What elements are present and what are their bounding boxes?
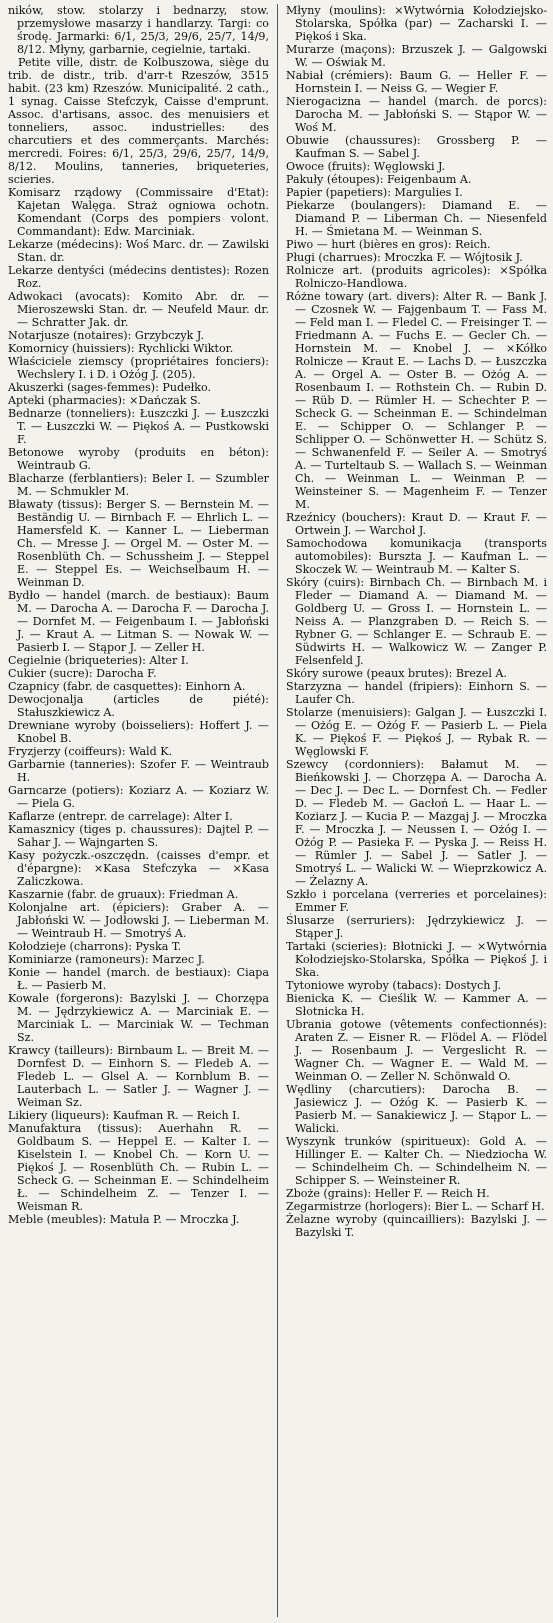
directory-entry: Szkło i porcelana (verreries et porcelaines): Emmer F.: [286, 888, 547, 914]
directory-entry: Owoce (fruits): Węglowski J.: [286, 160, 446, 173]
directory-entry: Wędliny (charcutiers): Darocha B. — Jasiewicz J. — Ożóg K. — Pasierb K. — Pasierb M. — Sanakiewicz J. — Stąpor L. — Walicki.: [286, 1083, 547, 1135]
directory-entry: Żelazne wyroby (quincailliers): Bazylski J. — Bazylski T.: [286, 1213, 547, 1239]
directory-entry: Lekarze (médecins): Woś Marc. dr. — Zawilski Stan. dr.: [8, 238, 269, 264]
directory-entry: Petite ville, distr. de Kolbuszowa, siège du trib. de distr., trib. d'arr-t Rzeszów, 3515 habit. (23 km) Rzeszów. Municipalité. 2 cath., 1 synag. Caisse Stefczyk, Caisse d'emprunt. Assoc. d'artisans, assoc. des menuisiers et tonneliers, assoc. industrielles: des charcutiers et des commerçants. Marchés: mercredi. Foires: 6/1, 25/3, 29/6, 25/7, 14/9, 8/12. Moulins, tanneries, briqueteries, scieries.: [8, 56, 269, 186]
directory-entry: Fryzjerzy (coiffeurs): Wald K.: [8, 745, 173, 758]
directory-entry: Nabiał (crémiers): Baum G. — Heller F. — Hornstein I. — Neiss G. — Wegier F.: [286, 69, 547, 95]
directory-entry: Lekarze dentyści (médecins dentistes): Rozen Roz.: [8, 264, 269, 290]
directory-entry: Konie — handel (march. de bestiaux): Ciapa Ł. — Pasierb M.: [8, 966, 269, 992]
directory-entry: Tytoniowe wyroby (tabacs): Dostych J.: [286, 979, 502, 992]
directory-entry: Kominiarze (ramoneurs): Marzec J.: [8, 953, 205, 966]
column-divider: [277, 4, 278, 1617]
directory-entry: Skóry surowe (peaux brutes): Brezel A.: [286, 667, 507, 680]
directory-entry: Bednarze (tonneliers): Łuszczki J. — Łuszczki T. — Łuszczki W. — Piękoś A. — Pustkowski F.: [8, 407, 269, 446]
directory-entry: Garbarnie (tanneries): Szofer F. — Weintraub H.: [8, 758, 269, 784]
directory-entry: Kołodzieje (charrons): Pyska T.: [8, 940, 182, 953]
directory-entry: Czapnicy (fabr. de casquettes): Einhorn A.: [8, 680, 246, 693]
directory-entry: Samochodowa komunikacja (transports automobiles): Burszta J. — Kaufman L. — Skoczek W. — Weintraub M. — Kalter S.: [286, 537, 547, 576]
directory-entry: Cegielnie (briqueteries): Alter I.: [8, 654, 189, 667]
left-column: [8, 4, 269, 1617]
directory-entry: Likiery (liqueurs): Kaufman R. — Reich I.: [8, 1109, 241, 1122]
directory-entry: Pługi (charrues): Mroczka F. — Wójtosik J.: [286, 251, 523, 264]
directory-entry: Zboże (grains): Heller F. — Reich H.: [286, 1187, 490, 1200]
directory-entry: Krawcy (tailleurs): Birnbaum L. — Breit M. — Dornfest D. — Einhorn S. — Fledeb A. — Fledeb L. — Glsel A. — Kornblum B. — Lauterbach L. — Satler J. — Wagner J. — Weiman Sz.: [8, 1044, 269, 1109]
directory-entry: ników, stow. stolarzy i bednarzy, stow. przemysłowe masarzy i handlarzy. Targi: co środę. Jarmarki: 6/1, 25/3, 29/6, 25/7, 14/9, 8/12. Młyny, garbarnie, cegielnie, tartaki.: [8, 4, 269, 56]
directory-entry: Piekarze (boulangers): Diamand E. — Diamand P. — Liberman Ch. — Niesenfeld H. — Śmietana M. — Weinman S.: [286, 199, 547, 238]
directory-entry: Kolonjalne art. (épiciers): Graber A. — Jabłoński W. — Jodłowski J. — Lieberman M. — Weintraub H. — Smotryś A.: [8, 901, 269, 940]
directory-entry: Rolnicze art. (produits agricoles): ×Spółka Rolniczo-Handlowa.: [286, 264, 547, 290]
directory-entry: Garncarze (potiers): Koziarz A. — Koziarz W. — Piela G.: [8, 784, 269, 810]
directory-entry: Betonowe wyroby (produits en béton): Weintraub G.: [8, 446, 269, 472]
directory-entry: Dewocjonalja (articles de piété): Stałuszkiewicz A.: [8, 693, 269, 719]
directory-entry: Apteki (pharmacies): ×Dańczak S.: [8, 394, 201, 407]
directory-entry: Pakuły (étoupes): Feigenbaum A.: [286, 173, 472, 186]
directory-entry: Szewcy (cordonniers): Bałamut M. — Bieńkowski J. — Chorzępa A. — Darocha A. — Dec J. — Dec L. — Dornfest Ch. — Fedler D. — Fledeb M. — Gacłoń L. — Haar L. — Koziarz J. — Kucia P. — Mazgaj J. — Mroczka F. — Mroczka J. — Neussen I. — Ożóg I. — Ożóg P. — Pasieka F. — Pyska J. — Reiss H. — Rümler J. — Sabel J. — Satler J. — Smotryś L. — Walicki W. — Wieprzkowicz A. — Żelazny A.: [286, 758, 547, 888]
directory-entry: Kasy pożyczk.-oszczędn. (caisses d'empr. et d'épargne): ×Kasa Stefczyka — ×Kasa Zaliczkowa.: [8, 849, 269, 888]
directory-entry: Akuszerki (sages-femmes): Pudełko.: [8, 381, 211, 394]
directory-entry: Zegarmistrze (horlogers): Bier L. — Scharf H.: [286, 1200, 545, 1213]
directory-entry: Różne towary (art. divers): Alter R. — Bank J. — Czosnek W. — Fajgenbaum T. — Fass M. — Feld man I. — Fledel C. — Freisinger T. — Friedmann A. — Fuchs E. — Gecler Ch. — Hornstein M. — Knobel J. — ×Kółko Rolnicze — Kraut E. — Lachs D. — Łuszczka A. — Orgel A. — Oster B. — Ożóg A. — Rosenbaum I. — Rothstein Ch. — Rubin D. — Rüb D. — Rümler H. — Schechter P. — Scheck G. — Scheinman E. — Schindelman E. — Schipper O. — Schlanger P. — Schlipper O. — Schönwetter H. — Schütz S. — Schwanenfeld F. — Seiler A. — Smotryś A. — Turteltaub S. — Wallach S. — Weinman Ch. — Weinman L. — Weinman P. — Weinsteiner S. — Magenheim F. — Tenzer M.: [286, 290, 547, 511]
directory-entry: Młyny (moulins): ×Wytwórnia Kołodziejsko-Stolarska, Spółka (par) — Zacharski I. — Piękoś i Ska.: [286, 4, 547, 43]
directory-entry: Blacharze (ferblantiers): Beler I. — Szumbler M. — Schmukler M.: [8, 472, 269, 498]
directory-entry: Kaszarnie (fabr. de gruaux): Friedman A.: [8, 888, 239, 901]
directory-entry: Starzyzna — handel (fripiers): Einhorn S. — Laufer Ch.: [286, 680, 547, 706]
directory-entry: Murarze (maçons): Brzuszek J. — Galgowski W. — Oświak M.: [286, 43, 547, 69]
directory-entry: Komornicy (huissiers): Rychlicki Wiktor.: [8, 342, 234, 355]
directory-entry: Manufaktura (tissus): Auerhahn R. — Goldbaum S. — Heppel E. — Kalter I. — Kiselstein I. — Knobel Ch. — Korn U. — Piękoś J. — Rosenblüth Ch. — Rubin L. — Scheck G. — Scheinman E. — Schindelheim Ł. — Schindelheim Z. — Tenzer I. — Weisman R.: [8, 1122, 269, 1213]
directory-entry: Nierogacizna — handel (march. de porcs): Darocha M. — Jabłoński S. — Stąpor W. — Woś M.: [286, 95, 547, 134]
directory-entry: Drewniane wyroby (boisseliers): Hoffert J. — Knobel B.: [8, 719, 269, 745]
directory-entry: Obuwie (chaussures): Grossberg P. — Kaufman S. — Sabel J.: [286, 134, 547, 160]
directory-entry: Bławaty (tissus): Berger S. — Bernstein M. — Beständig U. — Birnbach F. — Ehrlich L. — Hamersfeld K. — Kanner L. — Lieberman Ch. — Mresse J. — Orgel M. — Oster M. — Rosenblüth Ch. — Schussheim J. — Steppel E. — Steppel Es. — Weichselbaum H. — Weinman D.: [8, 498, 269, 589]
directory-entry: Kowale (forgerons): Bazylski J. — Chorzępa M. — Jędrzykiewicz A. — Marciniak E. — Marciniak L. — Marciniak W. — Techman Sz.: [8, 992, 269, 1044]
directory-entry: Stolarze (menuisiers): Galgan J. — Łuszczki I. — Ożóg E. — Ożóg F. — Pasierb L. — Piela K. — Piękoś F. — Piękoś J. — Rybak R. — Węglowski F.: [286, 706, 547, 758]
directory-entry: Ubrania gotowe (vêtements confectionnés): Araten Z. — Eisner R. — Flödel A. — Flödel J. — Rosenbaum J. — Vergeslicht R. — Wagner Ch. — Wagner E. — Wald M. — Weinman O. — Zeller N. Schönwald O.: [286, 1018, 547, 1083]
directory-entry: Kaflarze (entrepr. de carrelage): Alter I.: [8, 810, 233, 823]
directory-entry: Cukier (sucre): Darocha F.: [8, 667, 157, 680]
directory-entry: Właściciele ziemscy (propriétaires fonciers): Wechslery I. i D. i Ożóg J. (205).: [8, 355, 269, 381]
directory-entry: Adwokaci (avocats): Komito Abr. dr. — Mieroszewski Stan. dr. — Neufeld Maur. dr. — Schratter Jak. dr.: [8, 290, 269, 329]
directory-entry: Ślusarze (serruriers): Jędrzykiewicz J. — Stąper J.: [286, 914, 547, 940]
directory-entry: Kamasznicy (tiges p. chaussures): Dajtel P. — Sahar J. — Wajngarten S.: [8, 823, 269, 849]
directory-entry: Bienicka K. — Cieślik W. — Kammer A. — Słotnicka H.: [286, 992, 547, 1018]
directory-entry: Wyszynk trunków (spiritueux): Gold A. — Hillinger E. — Kalter Ch. — Niedziocha W. — Schindelheim Ch. — Schindelheim N. — Schipper S. — Weinsteiner R.: [286, 1135, 547, 1187]
right-column: [286, 4, 547, 1617]
directory-entry: Bydło — handel (march. de bestiaux): Baum M. — Darocha A. — Darocha F. — Darocha J. — Dornfet M. — Feigenbaum I. — Jabłoński J. — Kraut A. — Litman S. — Nowak W. — Pasierb I. — Stąpor J. — Zeller H.: [8, 589, 269, 654]
directory-entry: Rzeźnicy (bouchers): Kraut D. — Kraut F. — Ortwein J. — Warchoł J.: [286, 511, 547, 537]
directory-entry: Piwo — hurt (bières en gros): Reich.: [286, 238, 491, 251]
directory-entry: Meble (meubles): Matuła P. — Mroczka J.: [8, 1213, 240, 1226]
directory-entry: Papier (papetiers): Margulies I.: [286, 186, 463, 199]
directory-entry: Tartaki (scieries): Błotnicki J. — ×Wytwórnia Kołodziejsko-Stolarska, Spółka — Piękoś J. i Ska.: [286, 940, 547, 979]
directory-entry: Notarjusze (notaires): Grzybczyk J.: [8, 329, 204, 342]
directory-entry: Skóry (cuirs): Birnbach Ch. — Birnbach M. i Fleder — Diamand A. — Diamand M. — Goldberg U. — Gross I. — Hornstein L. — Neiss A. — Planzgraben D. — Reich S. — Rybner G. — Schlanger E. — Schraub E. — Südwirts H. — Walkowicz W. — Zanger P. Felsenfeld J.: [286, 576, 547, 667]
directory-entry: Komisarz rządowy (Commissaire d'Etat): Kajetan Walęga. Straż ogniowa ochotn. Komendant (Corps des pompiers volont. Commandant): Edw. Marciniak.: [8, 186, 269, 238]
